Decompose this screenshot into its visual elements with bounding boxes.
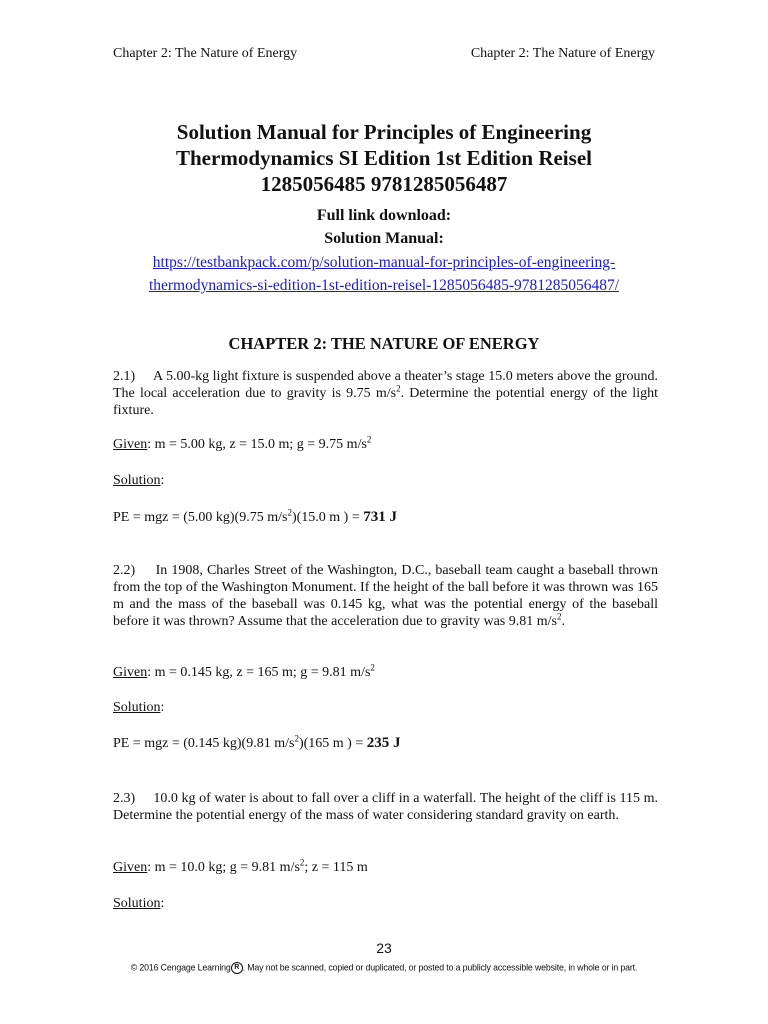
answer-value: 235 J: [366, 735, 401, 751]
running-header-right: Chapter 2: The Nature of Energy: [470, 46, 655, 61]
download-link-line-2[interactable]: thermodynamics-si-edition-1st-edition-reisel-1285056485-9781285056487/: [148, 277, 620, 294]
problem-2-2-solution-label: Solution:: [113, 700, 165, 715]
problem-2-1-given: Given: m = 5.00 kg, z = 15.0 m; g = 9.75 $m/s^2$: [113, 434, 372, 452]
problem-2-1-answer: PE = mgz = (5.00 kg)(9.75 $m/s^2)(15.0$ m ) = 731 J: [113, 507, 397, 525]
problem-number: 2.1): [113, 369, 136, 384]
problem-2-1-statement: 2.1) A 5.00-kg light fixture is suspended above a theater’s stage 15.0 meters above the ground. The local acceleration due to gravity is 9.75 $m/s^2$. Determine the potential energy of the light fixture.: [113, 369, 659, 418]
registered-trademark-icon: R: [231, 962, 243, 974]
problem-2-1-solution-label: Solution:: [113, 473, 165, 488]
full-link-label: Full link download:: [316, 207, 452, 224]
problem-2-3-solution-label: Solution:: [113, 896, 165, 911]
problem-2-2-given: Given: m = 0.145 kg, z = 165 m; g = 9.81 $m/s^2$: [113, 662, 375, 680]
problem-2-3-statement: 2.3) 10.0 kg of water is about to fall over a cliff in a waterfall. The height of the cliff is 115 m. Determine the potential energy of the mass of water considering standard gravity on earth.: [113, 791, 658, 823]
solution-manual-label: Solution Manual:: [324, 230, 444, 247]
copyright-notice: © 2016 Cengage Learning R . May not be scanned, copied or duplicated, or posted to a publicly accessible website, in whole or in part.: [130, 962, 638, 973]
problem-2-2-answer: PE = mgz = (0.145 kg)(9.81 $m/s^2)(165$ m ) = 235 J: [113, 733, 401, 751]
page-number: 23: [376, 940, 392, 956]
problem-2-3-given: Given: m = 10.0 kg; g = 9.81 $m/s^2$; z = 115 m: [113, 857, 368, 875]
document-title-line-1: Solution Manual for Principles of Engineering: [176, 120, 592, 144]
problem-2-2-statement: 2.2) In 1908, Charles Street of the Washington, D.C., baseball team caught a baseball thrown from the top of the Washington Monument. If the height of the ball before it was thrown was 165 m and the mass of the baseball was 0.145 kg, what was the potential energy of the baseball before it was thrown? Assume that the acceleration due to gravity was 9.81 $m/s^2$.: [113, 563, 659, 629]
download-link-line-1[interactable]: https://testbankpack.com/p/solution-manual-for-principles-of-engineering-: [152, 254, 616, 271]
running-header-left: Chapter 2: The Nature of Energy: [113, 46, 298, 61]
chapter-heading: CHAPTER 2: THE NATURE OF ENERGY: [228, 334, 540, 353]
document-title-line-3: 1285056485 9781285056487: [260, 172, 508, 196]
problem-number: 2.2): [113, 563, 136, 578]
problem-number: 2.3): [113, 791, 136, 806]
document-title-line-2: Thermodynamics SI Edition 1st Edition Reisel: [176, 146, 592, 170]
answer-value: 731 J: [363, 509, 397, 525]
